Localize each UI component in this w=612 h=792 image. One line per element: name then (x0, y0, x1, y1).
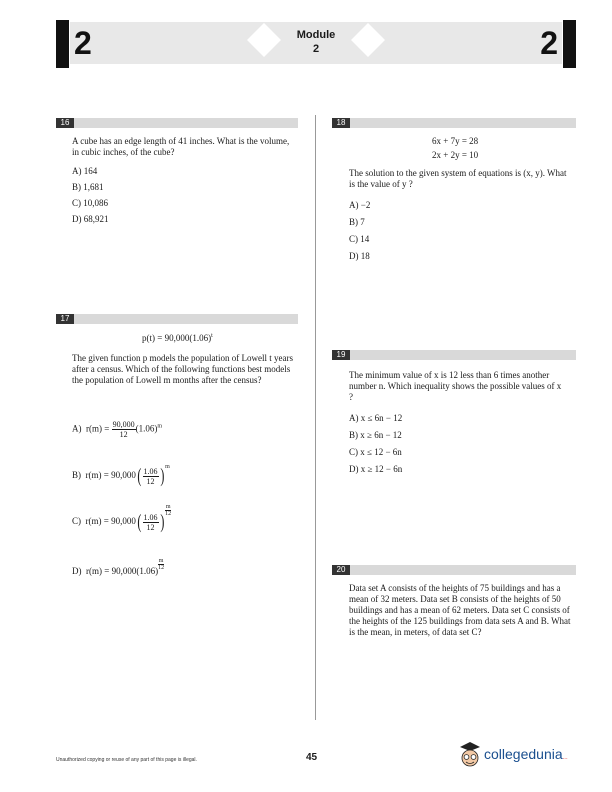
page-number: 45 (306, 752, 318, 763)
q19-option-c[interactable]: C) x ≤ 12 − 6n (349, 447, 402, 457)
column-divider (315, 115, 316, 720)
question-number-16: 16 (56, 118, 74, 128)
module-header (56, 20, 576, 68)
q17-option-c-label: C) (72, 516, 81, 527)
question-number-17: 17 (56, 314, 74, 324)
question-18-text: The solution to the given system of equations is (x, y). What is the value of y ? (349, 168, 567, 189)
q17-option-b-lhs: r(m) = 90,000 (85, 470, 136, 481)
q17-option-c[interactable]: C) r(m) = 90,000( $\frac{1.06}{12}$ ) $\frac{m}{12}$ (72, 504, 172, 533)
q17-option-d-exponent: $\frac{m}{12}$ (158, 558, 165, 571)
q17-equation-base: p(t) = 90,000(1.06) (142, 333, 212, 343)
q17-option-a-label: A) (72, 423, 82, 434)
question-16-text: A cube has an edge length of 41 inches. What is the volume, in cubic inches, of the cube? (72, 136, 290, 157)
q17-option-c-lhs: r(m) = 90,000 (85, 516, 136, 527)
q17-option-c-fraction: $\frac{1.06}{12}$ (143, 512, 158, 532)
q17-option-d[interactable] (72, 558, 165, 579)
q19-option-d[interactable]: D) x ≥ 12 − 6n (349, 464, 403, 474)
question-bar-20 (332, 565, 576, 575)
q19-option-a[interactable]: A) x ≤ 6n − 12 (349, 413, 403, 423)
question-19-text: The minimum value of x is 12 less than 6 times another number n. Which inequality shows the possible values of x ? (349, 370, 562, 402)
header-bar-left (56, 20, 69, 68)
q17-option-a-fraction: $\frac{90,000}{12}$ (112, 420, 135, 439)
q17-option-a[interactable]: A) r(m) = $\frac{90,000}{12}$ $(1.06)^m$ (72, 420, 162, 439)
q17-option-a-lhs: r(m) = (86, 423, 110, 434)
q17-option-c-exponent: $\frac{m}{12}$ (165, 504, 172, 517)
q17-option-b[interactable]: B) r(m) = 90,000( $\frac{1.06}{12}$ )$^m$ (72, 464, 170, 487)
q17-option-d-lhs: r(m) = 90,000(1.06) (86, 566, 159, 576)
module-label (256, 28, 376, 56)
graduate-mascot-icon (456, 740, 484, 770)
question-number-19: 19 (332, 350, 350, 360)
q17-option-d-label: D) (72, 566, 82, 576)
question-17-text: The given function p models the population of Lowell t years after a census. Which of the following functions best models the population of Lowell m months after the census? (72, 353, 293, 385)
module-number: 2 (312, 43, 320, 55)
brand-name: collegedunia... (484, 746, 568, 762)
q16-option-a[interactable]: A) 164 (72, 166, 98, 176)
collegedunia-logo[interactable] (456, 740, 586, 770)
q19-option-b[interactable]: B) x ≥ 6n − 12 (349, 430, 402, 440)
q17-option-b-label: B) (72, 470, 81, 481)
question-number-20: 20 (332, 565, 350, 575)
q17-given-equation (142, 333, 213, 343)
question-bar-17 (56, 314, 298, 324)
copyright-notice: Unauthorized copying or reuse of any part of this page is illegal. (56, 757, 197, 763)
q17-equation-exponent: t (211, 333, 213, 339)
q17-option-a-base: (1.06) (135, 423, 158, 434)
q17-option-b-fraction: $\frac{1.06}{12}$ (143, 466, 158, 486)
q18-equation-1: 6x + 7y = 28 (432, 136, 479, 146)
question-number-18: 18 (332, 118, 350, 128)
q16-option-c[interactable]: C) 10,086 (72, 198, 108, 208)
q16-option-d[interactable]: D) 68,921 (72, 214, 109, 224)
q16-option-b[interactable]: B) 1,681 (72, 182, 104, 192)
section-number-left: 2 (74, 25, 92, 61)
module-word: Module (296, 29, 336, 41)
q18-option-d[interactable]: D) 18 (349, 251, 370, 261)
question-bar-19 (332, 350, 576, 360)
q18-equation-2: 2x + 2y = 10 (432, 150, 479, 160)
q18-option-c[interactable]: C) 14 (349, 234, 370, 244)
header-bar-right (563, 20, 576, 68)
q18-option-b[interactable]: B) 7 (349, 217, 365, 227)
question-20-text: Data set A consists of the heights of 75 buildings and has a mean of 32 meters. Data set B consists of the heights of 50 buildings and has a mean of 62 meters. Data set C consists of the heights of the 125 buildings from data sets A and B. What is the mean, in meters, of data set C? (349, 583, 571, 637)
q18-option-a[interactable]: A) −2 (349, 200, 371, 210)
section-number-right: 2 (540, 25, 558, 61)
question-bar-18 (332, 118, 576, 128)
question-bar-16 (56, 118, 298, 128)
